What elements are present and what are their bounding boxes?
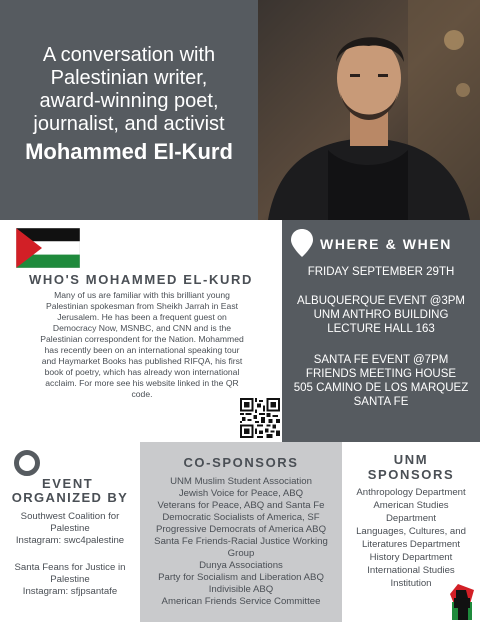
organizer-title: ORGANIZED BY bbox=[11, 490, 129, 505]
organizer-line: Santa Feans for Justice in bbox=[14, 562, 126, 573]
organizer-line: Southwest Coalition for bbox=[20, 511, 120, 522]
bio-line: Many of us are familiar with this brilliant young bbox=[54, 290, 230, 300]
unm-sponsors-title: UNM bbox=[393, 452, 429, 467]
organizer-title: EVENT bbox=[42, 476, 94, 491]
cosponsor-item: UNM Muslim Student Association bbox=[170, 476, 312, 487]
cosponsor-item: Dunya Associations bbox=[199, 560, 283, 571]
organizer-line: Instagram: swc4palestine bbox=[15, 535, 125, 546]
unm-sponsor-item: International Studies bbox=[367, 565, 455, 576]
bio-line: Palestinian correspondent for the Nation. Mohammed bbox=[40, 334, 244, 344]
organizer-line: Palestine bbox=[50, 523, 90, 534]
bio-text bbox=[14, 290, 270, 400]
cosponsor-item: Indivisible ABQ bbox=[208, 584, 274, 595]
unm-sponsor-item: Anthropology Department bbox=[356, 487, 466, 498]
abq-event-line: UNM ANTHRO BUILDING bbox=[313, 309, 449, 321]
organizer-line: Palestine bbox=[50, 574, 90, 585]
bio-line: book of poetry, which has already won international bbox=[44, 367, 240, 377]
cosponsor-item: Veterans for Peace, ABQ and Santa Fe bbox=[157, 500, 325, 511]
bio-line: and Haymarket Books has published RIFQA, his first bbox=[41, 356, 243, 366]
raised-fist-flag-icon bbox=[444, 580, 478, 620]
unm-sponsors-title: SPONSORS bbox=[367, 467, 455, 482]
bio-line: acclaim. For more see his website linked in the QR bbox=[45, 378, 239, 388]
bio-line: Jerusalem. He has been a frequent guest on bbox=[57, 312, 227, 322]
speaker-portrait bbox=[258, 0, 480, 220]
bio-line: has recently been on an international speaking tour bbox=[44, 345, 240, 355]
cosponsor-item: American Friends Service Committee bbox=[161, 596, 321, 607]
bio-line: Democracy Now, MSNBC, and CNN and is the bbox=[52, 323, 232, 333]
unm-sponsor-item: Literatures Department bbox=[361, 539, 461, 550]
hero-line: award-winning poet, bbox=[39, 90, 219, 112]
sf-event-line: 505 CAMINO DE LOS MARQUEZ bbox=[293, 382, 469, 394]
cosponsor-item: Jewish Voice for Peace, ABQ bbox=[178, 488, 304, 499]
sf-event-line: SANTA FE bbox=[353, 396, 409, 408]
bio-title: WHO'S MOHAMMED EL-KURD bbox=[29, 272, 253, 287]
bio-line: Palestinian spokesman from Sheikh Jarrah in East bbox=[45, 301, 239, 311]
hero-line: A conversation with bbox=[42, 44, 216, 66]
qr-code-icon[interactable] bbox=[240, 398, 280, 438]
where-when-title: WHERE & WHEN bbox=[320, 236, 452, 252]
cosponsors-title: CO-SPONSORS bbox=[183, 455, 299, 470]
cosponsor-item: Group bbox=[227, 548, 255, 559]
location-pin-icon bbox=[290, 228, 314, 258]
hero-line: journalist, and activist bbox=[33, 113, 225, 135]
cosponsor-item: Party for Socialism and Liberation ABQ bbox=[158, 572, 324, 583]
unm-sponsor-item: Languages, Cultures, and bbox=[356, 526, 466, 537]
bio-line: code. bbox=[131, 389, 153, 399]
hero-line: Palestinian writer, bbox=[50, 67, 208, 89]
circle-icon bbox=[14, 450, 40, 476]
cosponsor-item: Progressive Democrats of America ABQ bbox=[155, 524, 327, 535]
speaker-name: Mohammed El-Kurd bbox=[25, 139, 233, 164]
organizer-line: Instagram: sfjpsantafe bbox=[22, 586, 118, 597]
cosponsor-item: Democratic Socialists of America, SF bbox=[162, 512, 320, 523]
palestine-flag-icon bbox=[16, 228, 80, 268]
unm-sponsor-item: American Studies bbox=[373, 500, 449, 511]
abq-event-line: LECTURE HALL 163 bbox=[327, 323, 435, 335]
sf-event-line: FRIENDS MEETING HOUSE bbox=[305, 368, 457, 380]
unm-sponsor-item: Institution bbox=[390, 578, 432, 589]
cosponsor-item: Santa Fe Friends-Racial Justice Working bbox=[154, 536, 328, 547]
hero-heading bbox=[0, 44, 258, 166]
unm-sponsor-item: Department bbox=[385, 513, 437, 524]
unm-sponsor-item: History Department bbox=[369, 552, 453, 563]
event-date: FRIDAY SEPTEMBER 29TH bbox=[307, 266, 455, 278]
abq-event-line: ALBUQUERQUE EVENT @3PM bbox=[296, 295, 466, 307]
sf-event-line: SANTA FE EVENT @7PM bbox=[313, 354, 449, 366]
